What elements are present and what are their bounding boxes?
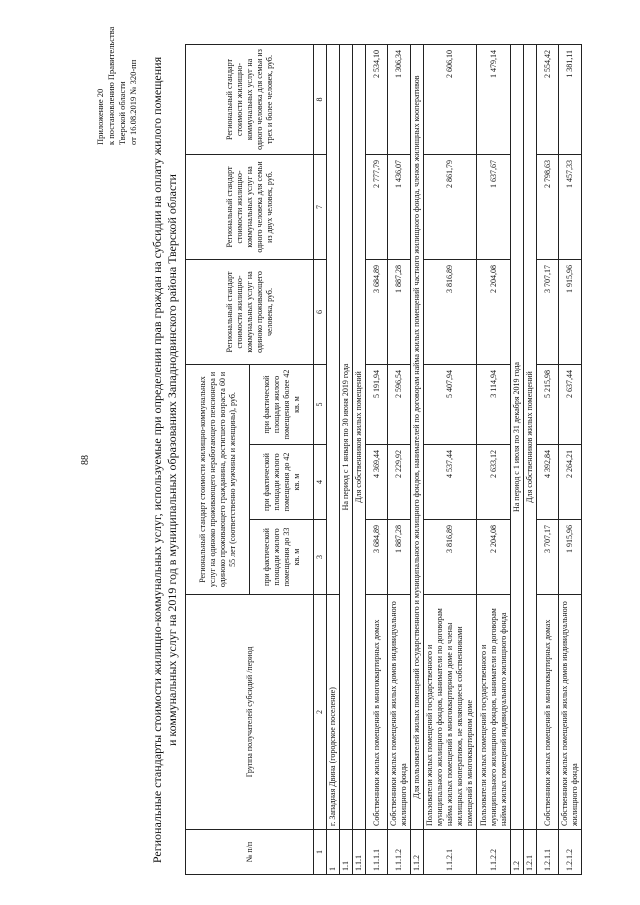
- cell-v7: 1 457,33: [559, 155, 582, 260]
- row-num: 1.1.2.2: [477, 830, 511, 875]
- table-row-1-1-1-2: [388, 45, 411, 875]
- row-num: 1.1.1.1: [366, 830, 388, 875]
- row-num: 1.2.1.2: [559, 830, 582, 875]
- cell-v4: 4 369,44: [366, 445, 388, 520]
- row-num: 1.2.1.1: [537, 830, 559, 875]
- cell-v6: 3 684,89: [366, 260, 388, 365]
- table-row-1-2-1-1: [537, 45, 559, 875]
- table-row-1: [327, 45, 340, 875]
- row-label: г. Западная Двина (городское поселение): [327, 595, 340, 830]
- cell-v8: 2 606,10: [424, 45, 477, 155]
- header-single: Региональный стандарт стоимости жилищно-коммунальных услуг на одиноко проживающего человека, руб.: [186, 260, 314, 365]
- title-line-2: и коммунальных услуг на 2019 год в муниципальных образованиях Западнодвинского района Тверской области: [165, 174, 179, 746]
- cell-v4: 2 229,92: [388, 445, 411, 520]
- header-row: [186, 45, 250, 875]
- table-row-1-1-2-1: [424, 45, 477, 875]
- header-num: № п/п: [186, 830, 314, 875]
- row-num: 1.1.1: [353, 830, 366, 875]
- cell-v5: 5 407,94: [424, 365, 477, 445]
- cell-v8: 2 554,42: [537, 45, 559, 155]
- header-std-group: Региональный стандарт стоимости жилищно-коммунальных услуг на одиноко проживающего неработающего пенсионера и одиноко проживающего гражданина, достигшего возраста 60 и 55 лет (соответственно мужчины и женщины), руб.: [186, 365, 250, 595]
- cell-v4: 4 537,44: [424, 445, 477, 520]
- cell-v6: 3 707,17: [537, 260, 559, 365]
- cell-v3: 3 707,17: [537, 520, 559, 595]
- header-sub-more42: при фактической площади жилого помещения более 42 кв. м: [250, 365, 314, 445]
- title-line-1: Региональные стандарты стоимости жилищно-коммунальных услуг, используемые при определении прав граждан на субсидии на оплату жилого помещения: [150, 56, 164, 864]
- colnum-5: 5: [314, 365, 327, 445]
- row-empty: [327, 45, 340, 595]
- page-number: 88: [80, 455, 91, 465]
- section-label: Для собственников жилых помещений: [524, 45, 537, 830]
- cell-v7: 1 637,67: [477, 155, 511, 260]
- cell-v8: 1 381,11: [559, 45, 582, 155]
- colnum-4: 4: [314, 445, 327, 520]
- cell-v5: 2 637,44: [559, 365, 582, 445]
- row-label: Собственники жилых помещений жилых домов индивидуального жилищного фонда: [388, 595, 411, 830]
- cell-v4: 4 392,84: [537, 445, 559, 520]
- table-row-1-2-1: [524, 45, 537, 875]
- row-num: 1.2: [511, 830, 524, 875]
- colnum-1: 1: [314, 830, 327, 875]
- row-label: Собственники жилых помещений жилых домов индивидуального жилищного фонда: [559, 595, 582, 830]
- standards-table: [185, 44, 582, 875]
- cell-v8: 1 306,34: [388, 45, 411, 155]
- colnum-3: 3: [314, 520, 327, 595]
- row-label: Собственники жилых помещений в многоквартирных домах: [366, 595, 388, 830]
- period-label: На период с 1 июля по 31 декабря 2019 года: [511, 45, 524, 830]
- colnum-6: 6: [314, 260, 327, 365]
- colnum-8: 8: [314, 45, 327, 155]
- cell-v3: 3 684,89: [366, 520, 388, 595]
- row-label: Собственники жилых помещений в многоквартирных домах: [537, 595, 559, 830]
- cell-v7: 2 861,79: [424, 155, 477, 260]
- cell-v6: 2 204,08: [477, 260, 511, 365]
- colnum-7: 7: [314, 155, 327, 260]
- appendix-line-2: к постановлению Правительства: [106, 26, 116, 145]
- header-sub-33: при фактической площади жилого помещения до 33 кв. м: [250, 520, 314, 595]
- appendix-line-4: от 16.08.2019 № 320-пп: [128, 59, 138, 145]
- period-label: На период с 1 января по 30 июня 2019 года: [340, 45, 353, 830]
- cell-v8: 1 479,14: [477, 45, 511, 155]
- appendix-line-1: Приложение 20: [95, 88, 105, 145]
- table-row-1-1-2-2: [477, 45, 511, 875]
- cell-v6: 1 915,96: [559, 260, 582, 365]
- table-row-1-2-1-2: [559, 45, 582, 875]
- header-group: Группа получателей субсидий /период: [186, 595, 314, 830]
- cell-v3: 3 816,89: [424, 520, 477, 595]
- table-row-1-2: [511, 45, 524, 875]
- row-num: 1.1.2.1: [424, 830, 477, 875]
- cell-v5: 2 596,54: [388, 365, 411, 445]
- table-row-1-1-1-1: [366, 45, 388, 875]
- cell-v4: 2 633,12: [477, 445, 511, 520]
- cell-v6: 3 816,89: [424, 260, 477, 365]
- cell-v5: 5 191,94: [366, 365, 388, 445]
- section-label: Для пользователей жилых помещений государственного и муниципального жилищного фондов, нанимателей по договорам найма жилых помещений частного жилищного фонда, членов жилищных кооперативов: [411, 45, 424, 830]
- table-row-1-1-1: [353, 45, 366, 875]
- header-sub-42: при фактической площади жилого помещения до 42 кв. м: [250, 445, 314, 520]
- cell-v8: 2 534,10: [366, 45, 388, 155]
- table-row-1-1-2: [411, 45, 424, 875]
- cell-v7: 1 436,07: [388, 155, 411, 260]
- row-label: Пользователи жилых помещений государственного и муниципального жилищного фондов, наниматели по договорам найма жилых помещений индивидуального жилищного фонда: [477, 595, 511, 830]
- row-num: 1.2.1: [524, 830, 537, 875]
- row-num: 1: [327, 830, 340, 875]
- cell-v5: 5 215,98: [537, 365, 559, 445]
- cell-v4: 2 264,21: [559, 445, 582, 520]
- cell-v3: 1 915,96: [559, 520, 582, 595]
- cell-v3: 1 887,28: [388, 520, 411, 595]
- cell-v3: 2 204,08: [477, 520, 511, 595]
- table-row-1-1: [340, 45, 353, 875]
- cell-v7: 2 777,79: [366, 155, 388, 260]
- row-num: 1.1.1.2: [388, 830, 411, 875]
- section-label: Для собственников жилых помещений: [353, 45, 366, 830]
- cell-v7: 2 798,63: [537, 155, 559, 260]
- document-title: [150, 45, 180, 875]
- row-num: 1.1: [340, 830, 353, 875]
- row-num: 1.1.2: [411, 830, 424, 875]
- cell-v5: 3 114,94: [477, 365, 511, 445]
- row-label: Пользователи жилых помещений государственного и муниципального жилищного фондов, наниматели по договорам найма жилых помещений в многоквартирном доме и члены жилищных кооперативов, не являющиеся собственниками помещений в многоквартирном доме: [424, 595, 477, 830]
- cell-v6: 1 887,28: [388, 260, 411, 365]
- header-two: Региональный стандарт стоимости жилищно-коммунальных услуг на одного человека для семьи из двух человек, руб.: [186, 155, 314, 260]
- colnum-2: 2: [314, 595, 327, 830]
- column-number-row: [314, 45, 327, 875]
- appendix-line-3: Тверской области: [117, 81, 127, 145]
- appendix-note: [95, 27, 139, 145]
- header-three: Региональный стандарт стоимости жилищно-коммунальных услуг на одного человека для семьи из трех и более человек, руб.: [186, 45, 314, 155]
